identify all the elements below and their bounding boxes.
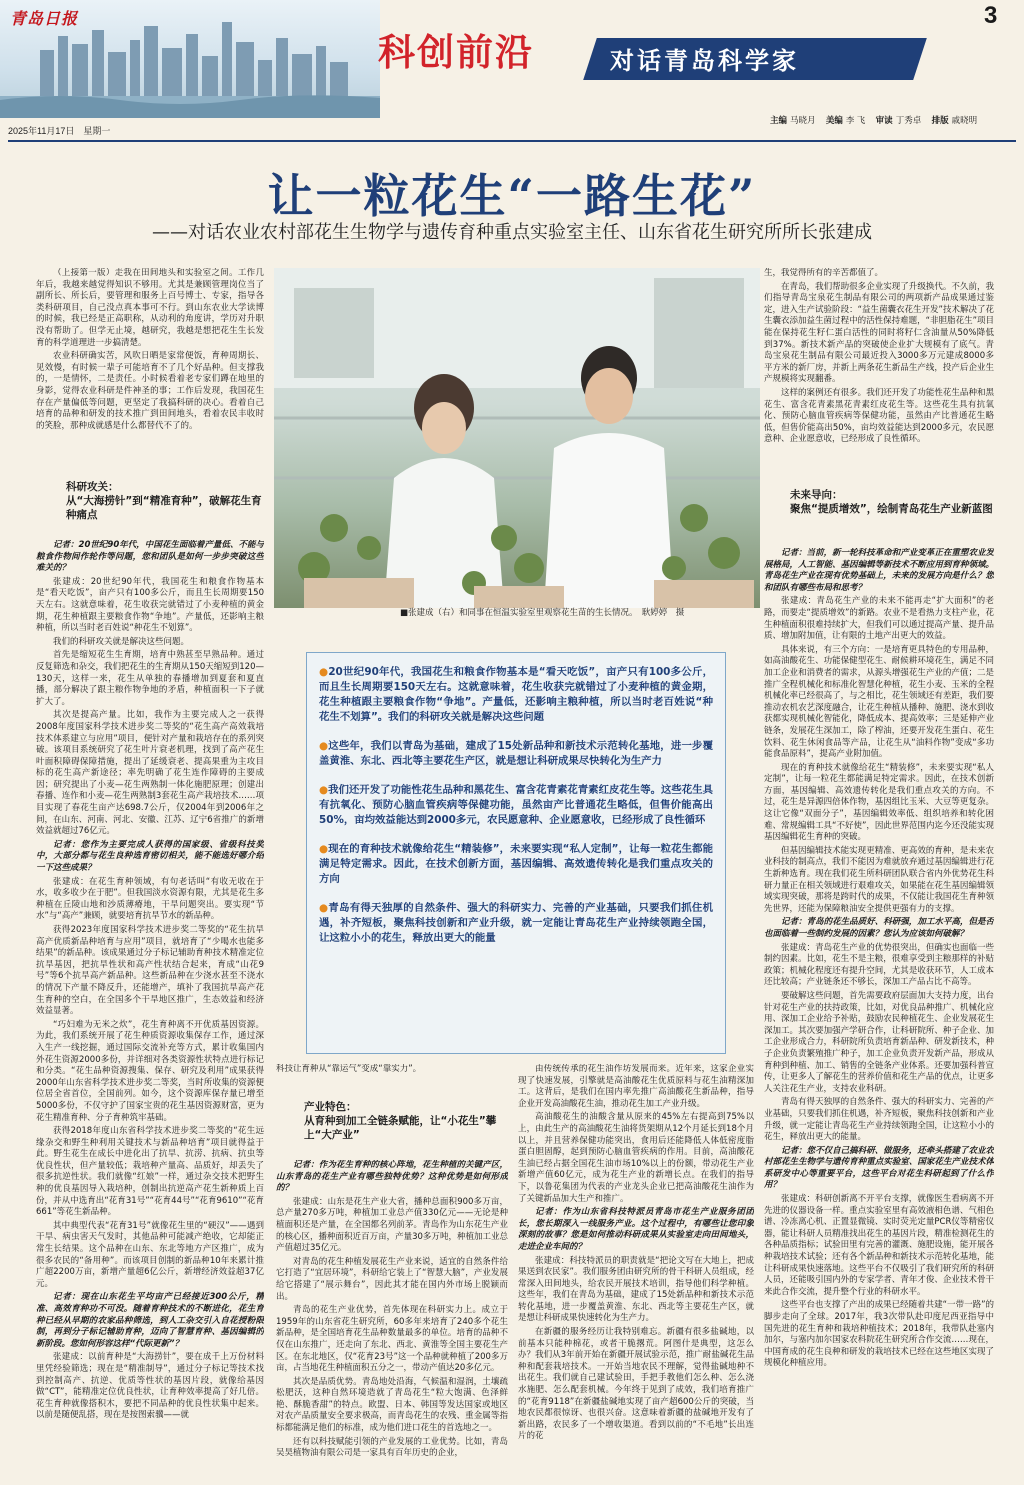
paragraph: 在新疆的服务经历让我特别难忘。新疆有很多盐碱地，以前基本只能种棉花，或者干脆撂荒。阿图什是典型，这怎么办？我们从3年前开始在新疆开展试验示范，推广耐盐碱花生品种和配套栽培技术。一开始当地农民不理解，觉得盐碱地种不出花生。我们就自己建试验田，手把手教他们怎么种、怎么浇水施肥、怎么配套机械。今年终于见到了成效，我们培育推广的“花育9118”在新疆盐碱地实现了亩产超600公斤的突破，当地农民都很惊讶、也很兴奋。这意味着新疆的盐碱地开发有了新出路，农民多了一个增收渠道。看到以前的“不毛地”长出连片的花 [518, 1327, 754, 1442]
interview-question: 记者：当前，新一轮科技革命和产业变革正在重塑农业发展格局，人工智能、基因编辑等新技术不断应用到育种领域。青岛花生产业在现有优势基础上，未来的发展方向是什么？您和团队有哪些布局和思考？ [764, 548, 994, 593]
paragraph: 在青岛，我们帮助很多企业实现了升级换代。不久前，我们指导青岛宝泉花生制品有限公司的两项新产品成果通过鉴定，进入生产试验阶段：“益生菌囊衣花生开发”技术解决了花生囊衣添加益生菌过程中的活性保持难题，“非胆脂花生”项目能在保持花生籽仁蛋白活性的同时将籽仁含油量从50%降低到37%。新技术新产品的突破使企业扩大规模有了底气。青岛宝泉花生制品有限公司最近投入3000多万元建成8000多平方米的新厂房，并新上两条花生新品生产线，投产后企业生产规模将实现翻番。 [764, 281, 994, 385]
interview-question: 记者：您不仅自己搞科研、做服务，还牵头搭建了农业农村部花生生物学与遗传育种重点实验室、国家花生产业技术体系研发中心等重要平台，这些平台对花生科研起到了什么作用？ [764, 1145, 994, 1191]
pull-quote: ●我们还开发了功能性花生品种和黑花生、富含花青素花青素红皮花生等。这些花生具有抗氧化、预防心脑血管疾病等保健功能，虽然亩产比普通花生略低，但售价能高出50%，亩均效益能达到2000多元，农民愿意种、企业愿意收，已经形成了良性循环 [319, 784, 713, 826]
dateline: 2025年11月17日 星期一 [8, 126, 111, 136]
interview-answer: 张建成：在花生育种领域，有句老话叫“有收无收在于水，收多收少在于肥”。但我国淡水资源有限，尤其是花生多种植在丘陵山地和沙质薄瘠地，干旱问题突出。要实现“节水”与“高产”兼顾，就要培育抗旱节水的新品种。 [36, 876, 264, 922]
paragraph: 其次是提高产量。比如，我作为主要完成人之一获得2008年度国家科学技术进步奖二等奖的“花生高产高效栽培技术体系建立与应用”项目，便针对产量和栽培存在的系列突破。该项目系统研究了花生叶片衰老机理，找到了高产花生叶面积障碍保障措施，提出了延缓衰老、提高果重为主攻目标的花生高产新途径；率先明确了花生连作障碍的主要成因；研究提出了小麦—花生两熟制一体化施肥原理；创建出春播、连作和小麦—花生两熟制3套花生高产栽培技术……项目实现了春花生亩产达698.7公斤，仅2004年到2006年之间，在山东、河南、河北、安徽、江苏、辽宁6省推广的新增效益就超过76亿元。 [36, 710, 264, 837]
interview-answer: 张建成：山东是花生产业大省，播种总面积900多万亩，总产量270多万吨，种植加工业总产值330亿元——无论是种植面积还是产量，在全国都名列前茅。青岛作为山东花生产业的核心区，播种面积近百万亩，产量30多万吨，种植加工业总产值超过35亿元。 [276, 1196, 508, 1254]
paragraph: “巧妇难为无米之炊”，花生育种离不开优质基因资源。为此，我们系统开展了花生种质资源收集保存工作，通过深入生产一线挖掘，通过国际交流补充等方式，累计收集国内外花生资源2000多份，并详细对各类资源性状特点进行标记和分类。“花生品种资源搜集、保存、研究及利用”成果获得2000年山东省科学技术进步奖二等奖，当时所收集的资源便位居全省首位，全国前列。如今，这个资源库保存量已增至5000多份，不仅守护了国家宝贵的花生基因资源财富，更为花生精准育种、分子育种筑牢基础。 [36, 1019, 264, 1123]
section-subtitle: 对话青岛科学家 [610, 47, 799, 75]
paragraph: 生，我觉得所有的辛苦都值了。 [764, 268, 884, 278]
interview-answer: 张建成：科技特派员的职责就是“把论文写在大地上，把成果送到农民家”。我们服务团由研究所的骨干科研人员组成，经常深入田间地头，给农民开展技术培训，指导他们科学种植。这些年，我们在青岛为基础，建成了15处新品种和新技术示范转化基地，进一步覆盖黄淮、东北、西北等主要花生产区，就是想让科研成果快速转化为生产力。 [518, 1255, 754, 1324]
subheading-text: 从育种到加工全链条赋能，让“小花生”攀上“大产业” [304, 1115, 497, 1141]
subheading-label: 未来导向： [790, 489, 843, 501]
interview-question: 记者：20世纪90年代，中国花生面临着产量低、不能与粮食作物间作轮作等问题，您和团队是如何一步步突破这些难关的？ [36, 540, 264, 574]
section-title: 科创前沿 [378, 30, 534, 74]
interview-question: 记者：作为山东省科技特派员青岛市花生产业服务团团长，您长期深入一线服务产业。这个过程中，有哪些让您印象深刻的故事？您是如何推动科研成果从实验室走向田间地头，走进企业车间的？ [518, 1207, 754, 1252]
orange-dot-icon: ● [319, 740, 329, 752]
masthead [0, 0, 1024, 150]
column-2-lead [276, 1064, 508, 1082]
paragraph: 其次是品质优势。青岛地处沿海，气候温和湿润，土壤疏松肥沃，这种自然环境造就了青岛花生“粒大饱满、色泽鲜艳、酥脆香甜”的特点。欧盟、日本、韩国等发达国家或地区对农产品质量安全要求极高，而青岛花生的农残、重金属等指标都能满足他们的标准，成为他们进口花生的首选地之一。 [276, 1376, 508, 1434]
column-4-top [764, 268, 994, 476]
newspaper-logo: 青岛日报 [10, 9, 79, 28]
top-rule [8, 140, 1016, 142]
section-heading-research [36, 480, 264, 522]
interview-question: 记者：您作为主要完成人获得的国家级、省级科技奖中，大部分都与花生良种选育密切相关，能不能选好哪介绍一下这些成果？ [36, 839, 264, 874]
pull-quote-box [306, 652, 726, 1054]
paragraph: 其中典型代表“花育31号”就像花生里的“硬汉”——遇到干旱、病虫害天气发时，其他品种可能减产绝收，它却能正常生长结果。这个品种在山东、东北等地方产区推广，成为很多农民的“备用种”。而该项目创制的新品种10年来累计推广超2200万亩，新增产量超6亿公斤，新增经济效益超37亿元。 [36, 1220, 264, 1289]
credit-item: 美编 李 飞 [825, 115, 866, 125]
credit-item: 排版 戚晓明 [931, 115, 978, 125]
orange-dot-icon: ● [319, 902, 329, 914]
paragraph: 科技让育种从“靠运气”变成“靠实力”。 [276, 1064, 422, 1074]
article-subhead: ——对话农业农村部花生生物学与遗传育种重点实验室主任、山东省花生研究所所长张建成 [152, 222, 872, 243]
orange-dot-icon: ● [319, 784, 329, 796]
orange-dot-icon: ● [319, 843, 329, 855]
column-4-body [764, 548, 994, 1476]
paragraph: 由传统传承的花生油作坊发展而来。近年来，这家企业实现了快速发展，引擎就是高油酸花生优质原料与花生油精深加工。这背后，是我们在国内率先推广高油酸花生新品种，指导企业开发高油酸花生油，推动花生加工产业升级。 [518, 1064, 754, 1109]
orange-dot-icon: ● [319, 666, 329, 678]
column-1-body [36, 540, 264, 1475]
paragraph: 但基因编辑技术能实现更精准、更高效的育种，是未来农业科技的制高点，我们不能因为难就放弃通过基因编辑进行花生新种选育。现在我们花生所科研团队联合省内外优势花生科研力量正在相关领域进行艰难攻关，如果能在花生基因编辑领域实现突破，那将是跨时代的成果，不仅能让我国花生育种领先世界，还能为保障粮油安全提供更强有力的支撑。 [764, 845, 994, 914]
credit-item: 审读 丁秀卓 [875, 115, 922, 125]
section-heading-future [764, 488, 994, 516]
interview-question: 记者：作为花生育种的核心阵地，花生种植的关键产区，山东青岛的花生产业有哪些独特优势？这种优势是如何形成的？ [276, 1160, 508, 1194]
section-heading-industry [276, 1100, 508, 1142]
paragraph: 这些平台也支撑了产出的成果已经随着共建“一带一路”的脚步走向了全球。2017年，我3次带队赴印度尼西亚指导中国先进的花生育种和栽培种植技术；2018年，我带队赴塞内加尔，与塞内加尔国家农科院花生研究所合作交流……现在，中国育成的花生良种和研发的栽培技术已经在这些地区实现了规模化种植应用。 [764, 1300, 994, 1369]
paragraph: 高油酸花生的油酸含量从原来的45%左右提高到75%以上，由此生产的高油酸花生油将货架期从12个月延长到18个月以上，并且营养保健功能突出，食用后还能降低人体低密度脂蛋白胆固醇，起到预防心脑血管疾病的作用。目前，高油酸花生油已经占据全国花生油市场10%以上的份额，带动花生产业新增产值60亿元，成为花生产业的新增长点。在我们的指导下，以鲁花集团为代表的产业龙头企业已把高油酸花生油作为了关键新品加大生产和推广。 [518, 1112, 754, 1204]
paragraph: 现在的育种技术就像给花生“精装修”，未来要实现“私人定制”，让每一粒花生都能满足特定需求。因此，在技术创新方面，基因编辑、高效遗传转化是我们重点攻关的方向。不过，花生是异源四倍体作物，基因组比玉米、大豆等更复杂。这让它像“双面分子”，基因编辑效率低、组织培养和转化困难、常规编辑工具“不好使”，因此世界范围内迄今还没能实现基因编辑花生育种的突破。 [764, 762, 994, 843]
column-1-top [36, 268, 264, 478]
city-skyline-banner [0, 0, 380, 118]
pull-quote: ●这些年，我们以青岛为基础，建成了15处新品种和新技术示范转化基地，进一步覆盖黄淮、东北、西北等主要花生产区，就是想让科研成果尽快转化为生产力 [319, 740, 713, 767]
photo-caption: ■张建成（右）和同事在恒温实验室里观察花生苗的生长情况。 耿婷婷 摄 [400, 608, 685, 618]
editor-credits [770, 114, 985, 126]
paragraph: 具体来说，有三个方向：一是培育更具特色的专用品种，如高油酸花生、功能保健型花生、耐候耕环境花生，满足不同加工企业和消费者的需求，从源头增强花生产业的产值；二是推广全程机械化和标准化智慧化种植，花生小麦、玉米的全程机械化率已经很高了，与之相比，花生领域还有差距，我们要推动农机农艺深度融合，让花生种植从播种、施肥、浇水到收获都实现机械化智能化，降低成本、提高效率；三是延伸产业链条，发展花生深加工，除了榨油，还要开发花生蛋白、花生饮料、花生休闲食品等产品，让花生从“油料作物”变成“多功能食品原料”，提高产业附加值。 [764, 644, 994, 760]
interview-question: 记者：青岛的花生品质好、科研强，加工水平高，但是否也面临着一些制约发展的因素？您认为应该如何破解？ [764, 917, 994, 939]
credit-item: 主编 马晓月 [770, 115, 816, 125]
subheading-label: 产业特色： [304, 1101, 357, 1113]
paragraph: 青岛的花生产业优势，首先体现在科研实力上。成立于1959年的山东省花生研究所，60多年来培育了240多个花生新品种，是全国培育花生品种数量最多的单位。培育的品种不仅在山东推广，还走向了东北、西北、黄淮等全国主要花生产区。在东北地区，仅“花育23号”这一个品种就种植了200多万亩，占当地花生种植面积五分之一，带动产值达20多亿元。 [276, 1305, 508, 1374]
lab-photo-illustration [274, 268, 760, 608]
paragraph: 获得2018年度山东省科学技术进步奖二等奖的“花生远缘杂交和野生种利用关键技术与新品种培育”项目就得益于此。野生花生在成长中进化出了抗旱、抗涝、抗病、抗虫等优良性状，但产量较低；栽培种产量高、品质好，却丢失了很多抗逆性状。我们就像“红娘”一样，通过杂交技术把野生种的优良基因导入栽培种，创制出抗逆高产花生新种质上百份，并从中选育出“花育31号”“花育44号”“花育9610”“花育661”等花生新品种。 [36, 1126, 264, 1218]
subheading-text: 从“大海捞针”到“精准育种”，破解花生育种痛点 [66, 495, 262, 521]
interview-answer: 张建成：青岛花生产业的未来不能再走“扩大面积”的老路，而要走“提质增效”的新路。农业不是看热力支柱产业，花生种植面积很难持续扩大，但我们可以通过提高产量、提升品质、增加附加值，让有限的土地产出更大的效益。 [764, 596, 994, 642]
paragraph: 青岛有得天独厚的自然条件、强大的科研实力、完善的产业基础，只要我们抓住机遇，补齐短板，聚焦科技创新和产业升级，就一定能让青岛花生产业持续领跑全国，让这粒小小的花生，释放出更大的能量。 [764, 1097, 994, 1143]
pull-quote: ●青岛有得天独厚的自然条件、强大的科研实力、完善的产业基础，只要我们抓住机遇，补齐短板，聚焦科技创新和产业升级，就一定能让青岛花生产业持续领跑全国，让这粒小小的花生，释放出更大的能量 [319, 902, 713, 944]
interview-question: 记者：现在山东花生平均亩产已经接近300公斤，精准、高效育种功不可没。随着育种技术的不断进化，花生育种已经从早期的农家品种筛选，到人工杂交引入自花授粉限制，再到分子标记辅助育种，迈向了智慧育种、基因编辑的新阶段。您如何形容这样“代际更新”？ [36, 1292, 264, 1349]
paragraph: 获得2023年度国家科学技术进步奖二等奖的“花生抗旱高产优质新品种培育与应用”项目，就培育了“少喝水也能多结果”的新品种。该成果通过分子标记辅助育种技术精准定位抗旱基因，把抗旱性状和高产性状结合起来，育成“山花9号”等6个抗旱高产新品种。这些新品种在少浇水甚至不浇水的情况下产量不降反升，还能增产，填补了我国抗旱高产花生育种的空白，在全国多个干旱地区推广，生态效益和经济效益显著。 [36, 925, 264, 1017]
paragraph: （上接第一版）走我在田间地头和实验室之间。工作几年后，我越来越觉得知识不够用。尤其是兼顾管理岗位当了副所长、所长后，要管理和服务上百号博士、专家，指导各类科研项目，自己没点真本事可不行。到山东农业大学读博的时候，我已经是正高职称，从动利的角度讲，学历对升职没有帮助了。但学无止境，越研究，我越是想把花生生长发育的科学道理进一步搞清楚。 [36, 268, 264, 348]
pull-quote: ●20世纪90年代，我国花生和粮食作物基本是“看天吃饭”，亩产只有100多公斤，而且生长周期要150天左右。这就意味着，花生收获完就错过了小麦种植的黄金期，花生种植跟主要粮食作物“争地”。产量低，还影响主粮种植，所以当时老百姓说“种花生不划算”。我们的科研攻关就是解决这些问题 [319, 666, 713, 723]
paragraph: 还有以科技赋能引领的产业发展的工业优势。比如，青岛吴昊植物油有限公司是一家具有百年历史的企业， [276, 1436, 508, 1459]
interview-answer: 张建成：以前育种是“大海捞针”，要在成千上万份材料里凭经验筛选；现在是“精准制导”，通过分子标记等技术找到控制高产、抗逆、优质等性状的基因片段，就像给基因做“CT”，能精准定位优良性状，让育种效率提高了好几倍。花生育种就像搭积木，要把不同品种的优良性状集中起来。以前是随便乱搭，现在是按图索骥——就 [36, 1352, 264, 1421]
pull-quote: ●现在的育种技术就像给花生“精装修”，未来要实现“私人定制”，让每一粒花生都能满足特定需求。因此，在技术创新方面，基因编辑、高效遗传转化是我们重点攻关的方向 [319, 843, 713, 885]
paragraph: 首先是缩短花生生育期，培育中熟甚至早熟品种。通过反复筛选和杂交，我们把花生的生育期从150天缩短到120—130天，这样一来，花生从单独的春播增加到夏套和夏直播，部分解决了跟主粮作物争地的矛盾，种植面积一下子就扩大了。 [36, 650, 264, 707]
paragraph: 我们的科研攻关就是解决这些问题。 [53, 636, 190, 647]
paragraph: 对青岛的花生种植发展花生产业来说，适宜的自然条件给它打造了“宜居环境”，科研给它装上了“智慧大脑”，产业发展给它搭建了“展示舞台”，因此其才能在国内外市场上脱颖而出。 [276, 1256, 508, 1302]
article-photo [274, 268, 760, 608]
article-headline: 让一粒花生“一路生花” [267, 169, 757, 223]
column-3-body [518, 1064, 754, 1476]
page-number: 3 [984, 2, 998, 29]
interview-answer: 张建成：科研创新离不开平台支撑，就像医生看病离不开先进的仪器设备一样。重点实验室里有高效液相色谱、气相色谱、冷冻离心机、正置显微镜、实时荧光定量PCR仪等精密仪器，能让科研人员精准找出花生的基因片段，精准检测花生的各种品质指标；试验田里有完善的灌溉、施肥设施，能开展各种栽培技术试验；还有各个新品种和新技术示范转化基地，能让科研成果快速落地。这些平台不仅吸引了我们研究所的科研人员，还能吸引国内外的专家学者、青年才俊、企业技术骨干来此合作交流，提升整个行业的科研水平。 [764, 1194, 994, 1297]
subheading-text: 聚焦“提质增效”，绘制青岛花生产业新蓝图 [790, 503, 993, 515]
column-2-body [276, 1160, 508, 1475]
subheading-label: 科研攻关： [66, 481, 119, 493]
interview-answer: 张建成：青岛花生产业的优势很突出，但确实也面临一些制约因素。比如，花生不是主粮，很难享受到主粮那样的补贴政策；机械化程度还有提升空间，尤其是收获环节，人工成本还比较高；产业链条还不够长，深加工产品占比不高等。 [764, 942, 994, 988]
interview-answer: 张建成：20世纪90年代，我国花生和粮食作物基本是“看天吃饭”，亩产只有100多公斤，而且生长周期要150天左右。这就意味着，花生收获完就错过了小麦种植的黄金期，花生种植跟主要粮食作物“争地”。产量低，还影响主粮种植，所以当时老百姓说“种花生不划算”。 [36, 576, 264, 634]
paragraph: 农业科研确实苦，风吹日晒是家常便饭，育种周期长、见效慢，有时候一辈子可能培育不了几个好品种。但支撑我的，一是情怀，二是责任。小时候看着老专家们蹲在地里的身影，觉得农业科研是件神圣的事；工作后发现，我国花生存在产量偏低等问题，更坚定了我搞科研的决心。看着自己培育的品种和研发的技术推广到田间地头，看着农民丰收时的笑脸，那种成就感是什么都替代不了的。 [36, 351, 264, 431]
paragraph: 这样的案例还有很多。我们还开发了功能性花生品种和黑花生、富含花青素黑花青素红皮花生等。这些花生具有抗氧化、预防心脑血管疾病等保健功能，虽然由产比普通花生略低，但售价能高出50%，亩均效益能达到2000多元，农民愿意种、企业愿意收，已经形成了良性循环。 [764, 387, 994, 445]
paragraph: 要破解这些问题，首先需要政府层面加大支持力度，出台针对花生产业的扶持政策，比如，对优良品种推广、机械化应用、深加工企业给予补贴，鼓励农民种植花生、企业发展花生深加工。其次要加强产学研合作，让科研院所、种子企业、加工企业形成合力，科研院所负责培育新品种、研发新技术，种子企业负责繁殖推广种子，加工企业负责开发新产品，形成从育种到种植、加工、销售的全链条产业体系。还要加强科普宣传，让更多人了解花生的营养价值和花生产品的优点，让更多人关注花生产业，支持农业科研。 [764, 990, 994, 1094]
